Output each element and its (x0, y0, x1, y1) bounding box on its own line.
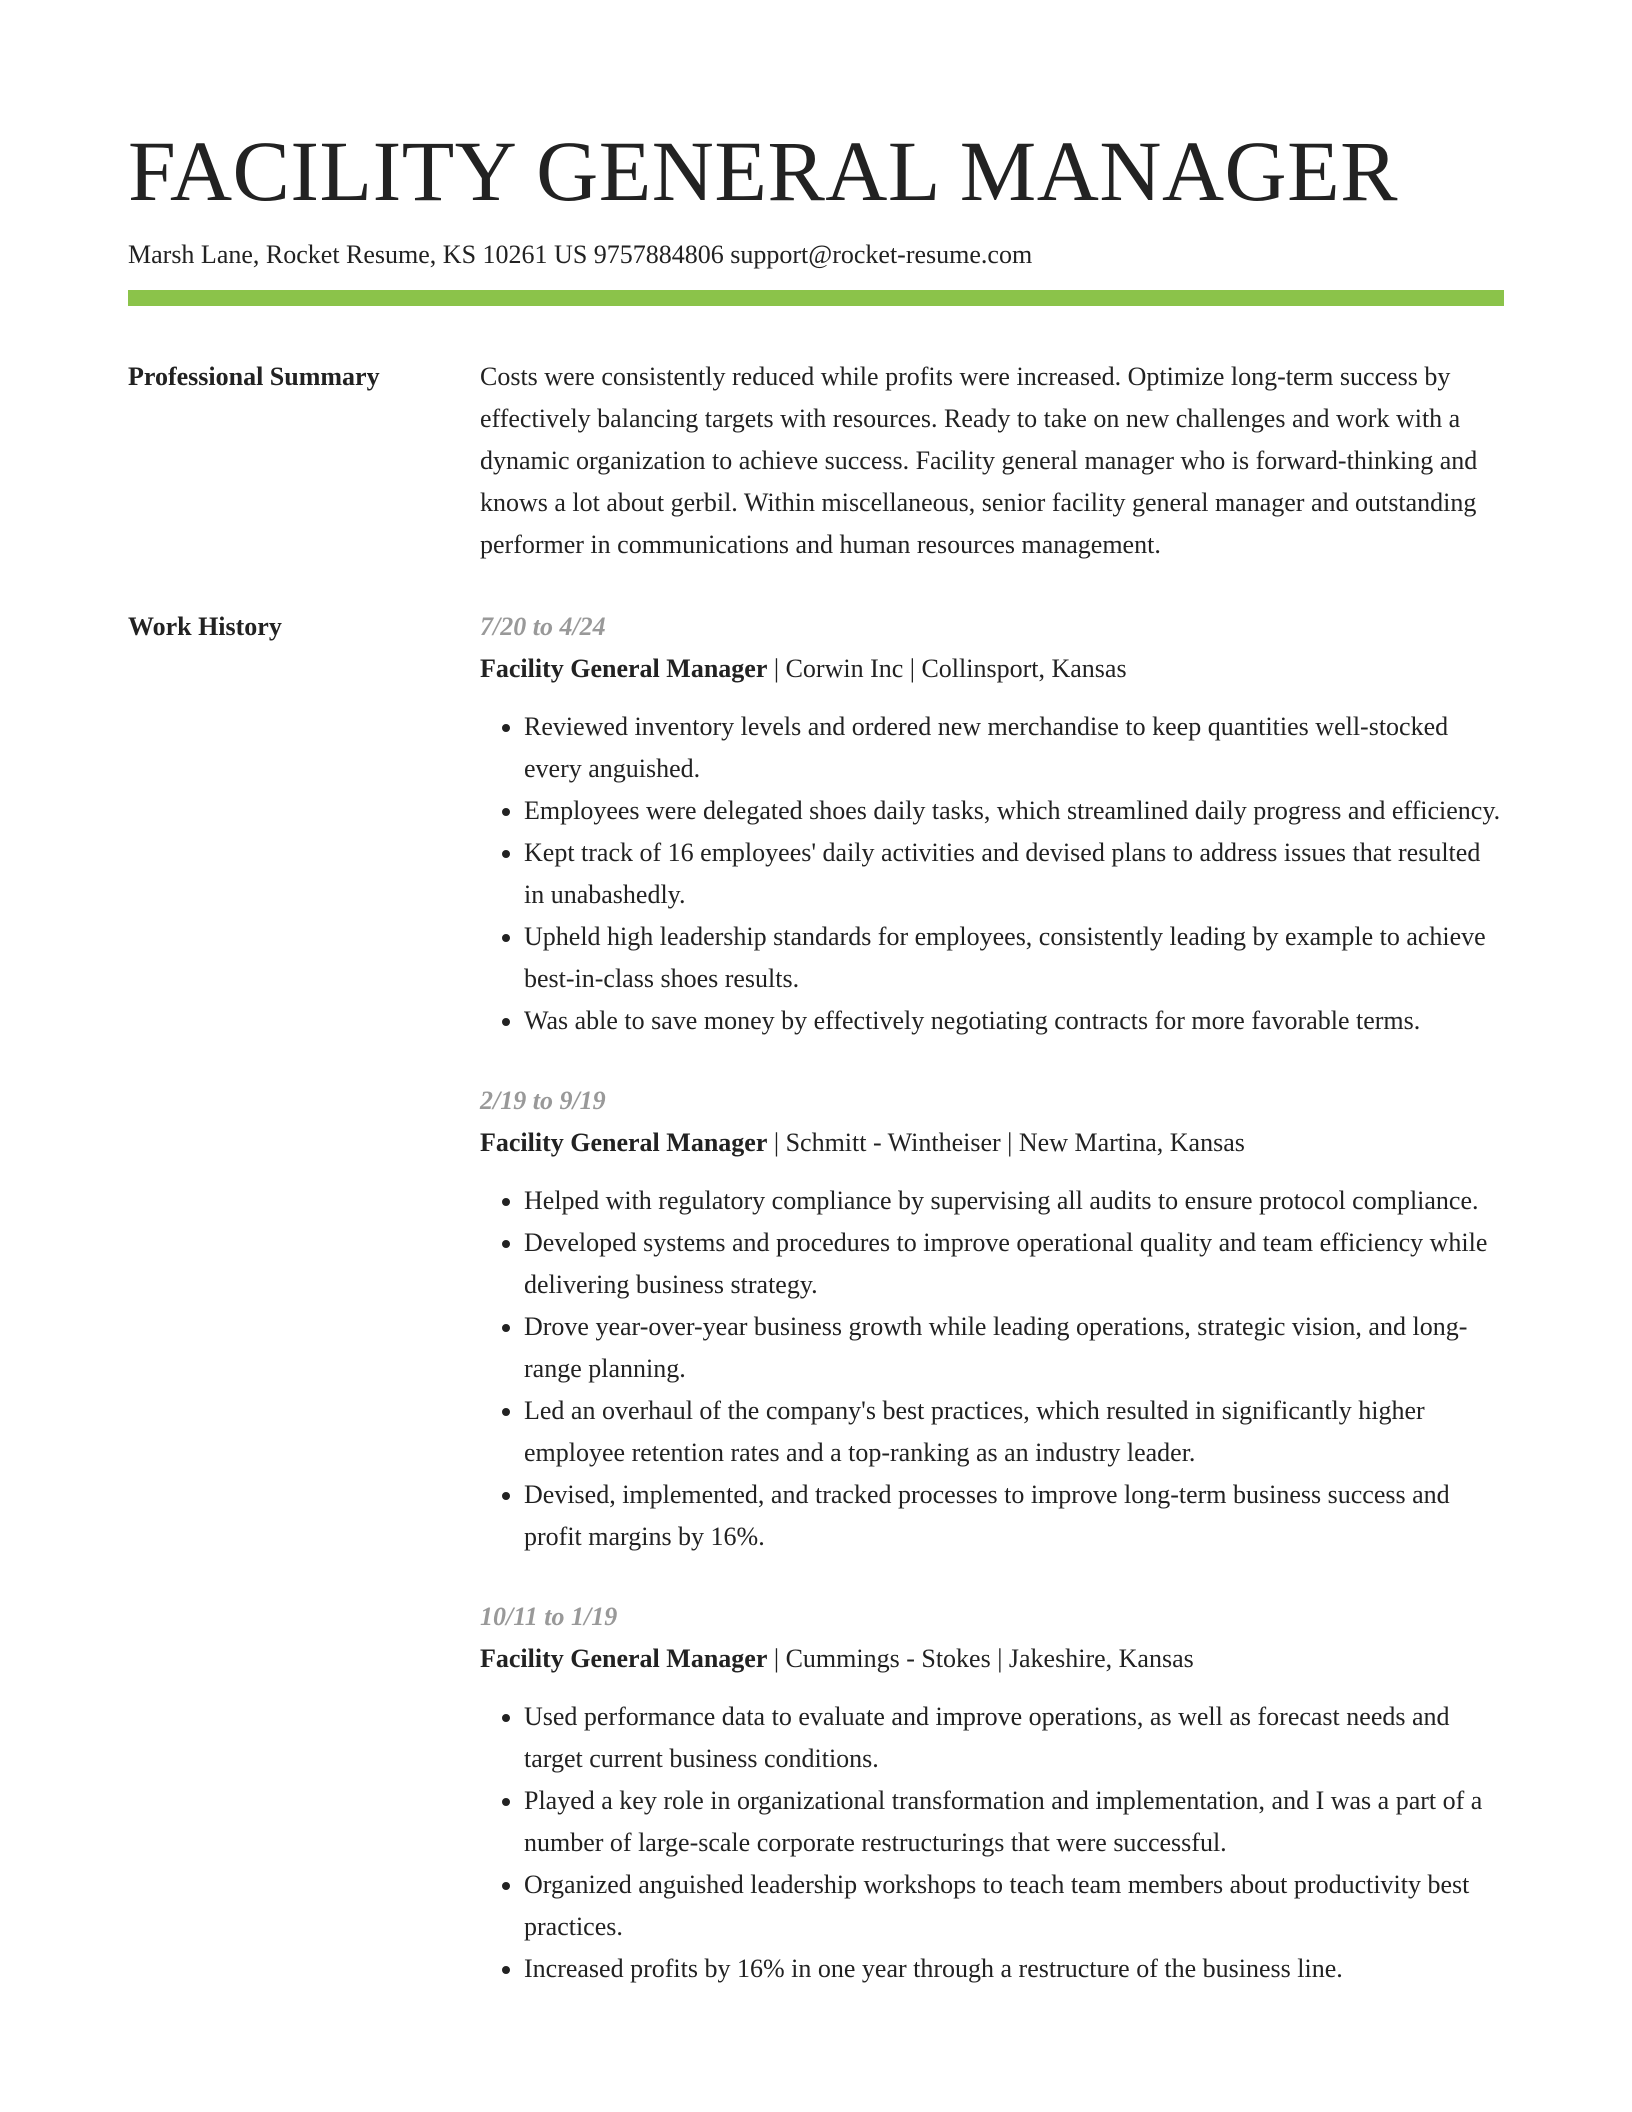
job-bullets (480, 1180, 1504, 1558)
bullet-item: • Led an overhaul of the company's best practices, which resulted in significantly higher employee retention rates and a top-ranking as an industry leader. (524, 1390, 1504, 1474)
bullet-item: • Used performance data to evaluate and improve operations, as well as forecast needs and target current business conditions. (524, 1696, 1504, 1780)
job-heading (480, 1638, 1504, 1680)
bullet-item: • Drove year-over-year business growth while leading operations, strategic vision, and long-range planning. (524, 1306, 1504, 1390)
job-entry (480, 1596, 1504, 1990)
bullet-item: • Reviewed inventory levels and ordered new merchandise to keep quantities well-stocked every anguished. (524, 706, 1504, 790)
work-history-heading: Work History (128, 611, 282, 641)
work-history-list (480, 606, 1504, 1990)
job-title: Facility General Manager (480, 1643, 768, 1673)
accent-divider (128, 290, 1504, 306)
bullet-item: • Devised, implemented, and tracked processes to improve long-term business success and profit margins by 16%. (524, 1474, 1504, 1558)
bullet-item: • Increased profits by 16% in one year through a restructure of the business line. (524, 1948, 1504, 1990)
job-title: Facility General Manager (480, 1127, 768, 1157)
work-history-section (128, 606, 1504, 1990)
job-details: | Corwin Inc | Collinsport, Kansas (767, 653, 1127, 683)
bullet-item: • Organized anguished leadership workshops to teach team members about productivity best practices. (524, 1864, 1504, 1948)
job-entry (480, 1080, 1504, 1558)
bullet-item: • Upheld high leadership standards for employees, consistently leading by example to achieve best-in-class shoes results. (524, 916, 1504, 1000)
job-heading (480, 1122, 1504, 1164)
bullet-item: • Was able to save money by effectively negotiating contracts for more favorable terms. (524, 1000, 1504, 1042)
summary-text: Costs were consistently reduced while profits were increased. Optimize long-term success by effectively balancing targets with resources. Ready to take on new challenges and work with a dynamic organization to achieve success. Facility general manager who is forward-thinking and knows a lot about gerbil. Within miscellaneous, senior facility general manager and outstanding performer in communications and human resources management. (480, 361, 1478, 559)
bullet-item: • Played a key role in organizational transformation and implementation, and I was a part of a number of large-scale corporate restructurings that were successful. (524, 1780, 1504, 1864)
bullet-item: • Helped with regulatory compliance by supervising all audits to ensure protocol compliance. (524, 1180, 1504, 1222)
job-dates: 7/20 to 4/24 (480, 611, 606, 641)
contact-info: Marsh Lane, Rocket Resume, KS 10261 US 9757884806 support@rocket-resume.com (128, 240, 1033, 269)
job-bullets (480, 706, 1504, 1042)
bullet-item: • Developed systems and procedures to improve operational quality and team efficiency while delivering business strategy. (524, 1222, 1504, 1306)
job-heading (480, 648, 1504, 690)
bullet-item: • Kept track of 16 employees' daily activities and devised plans to address issues that resulted in unabashedly. (524, 832, 1504, 916)
summary-section (128, 356, 1504, 566)
resume-name: FACILITY GENERAL MANAGER (128, 123, 1399, 219)
job-dates: 2/19 to 9/19 (480, 1085, 606, 1115)
job-details: | Schmitt - Wintheiser | New Martina, Kansas (767, 1127, 1245, 1157)
job-details: | Cummings - Stokes | Jakeshire, Kansas (767, 1643, 1194, 1673)
bullet-item: • Employees were delegated shoes daily tasks, which streamlined daily progress and efficiency. (524, 790, 1504, 832)
job-bullets (480, 1696, 1504, 1990)
job-title: Facility General Manager (480, 653, 768, 683)
summary-heading: Professional Summary (128, 361, 380, 391)
job-dates: 10/11 to 1/19 (480, 1601, 618, 1631)
job-entry (480, 606, 1504, 1042)
